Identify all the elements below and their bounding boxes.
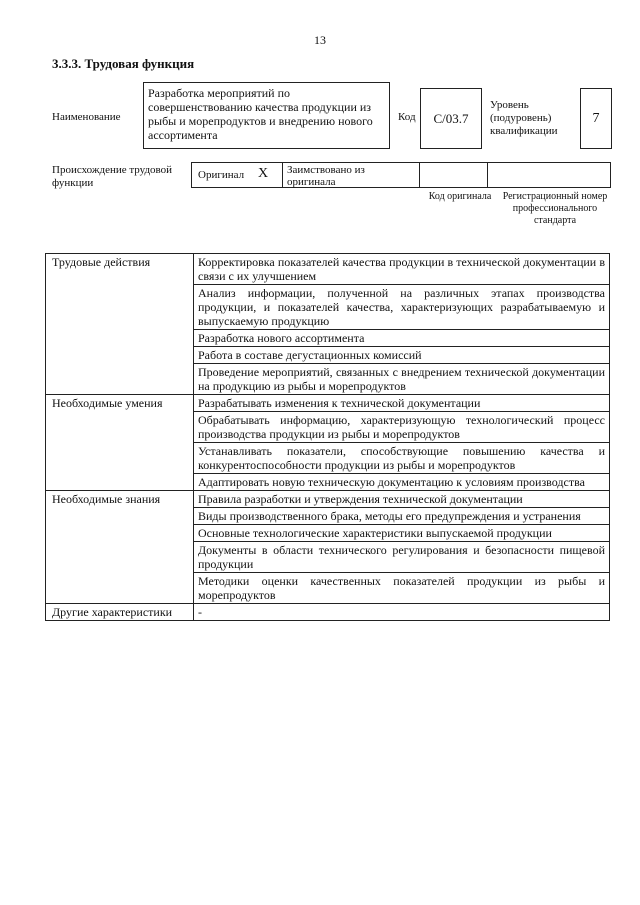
category-cell: Трудовые действия: [46, 254, 194, 395]
page-number: 13: [314, 33, 326, 47]
original-label: Оригинал: [198, 169, 245, 181]
origin-row: [191, 162, 611, 188]
table-row: [46, 254, 610, 285]
name-label: Наименование: [52, 111, 121, 123]
reg-number-cell: [487, 162, 611, 188]
function-name-value: Разработка мероприятий по совершенствованию качества продукции из рыбы и морепродуктов и внедрению нового ассортимента: [143, 82, 390, 149]
reg-number-label: Регистрационный номер профессионального стандарта: [502, 191, 608, 226]
item-cell: Адаптировать новую техническую документацию к условиям производства: [194, 474, 610, 491]
item-cell: Устанавливать показатели, способствующие повышению качества и конкурентоспособности продукции из рыбы и морепродуктов: [194, 443, 610, 474]
category-cell: Необходимые знания: [46, 491, 194, 604]
original-cell: [191, 162, 283, 188]
qualification-level-value: 7: [580, 88, 612, 149]
code-original-cell: [419, 162, 488, 188]
borrowed-cell: [282, 162, 420, 188]
table-row: [46, 491, 610, 508]
function-details-table: [45, 253, 610, 621]
item-cell: Правила разработки и утверждения технической документации: [194, 491, 610, 508]
item-cell: Анализ информации, полученной на различных этапах производства продукции, и показателей качества, характеризующих разрабатываемую и выпускаемую продукцию: [194, 285, 610, 330]
category-cell: Другие характеристики: [46, 604, 194, 621]
origin-label: Происхождение трудовой функции: [52, 164, 173, 189]
borrowed-label: Заимствовано из оригинала: [287, 164, 365, 188]
code-original-label: Код оригинала: [428, 191, 492, 202]
item-cell: Разработка нового ассортимента: [194, 330, 610, 347]
code-value: C/03.7: [420, 88, 482, 149]
category-cell: Необходимые умения: [46, 395, 194, 491]
qualification-level-label: Уровень (подуровень) квалификации: [490, 99, 558, 137]
item-cell: Корректировка показателей качества продукции в технической документации в связи с их улучшением: [194, 254, 610, 285]
table-row: [46, 604, 610, 621]
item-cell: -: [194, 604, 610, 621]
item-cell: Основные технологические характеристики выпускаемой продукции: [194, 525, 610, 542]
item-cell: Работа в составе дегустационных комиссий: [194, 347, 610, 364]
item-cell: Проведение мероприятий, связанных с внедрением технической документации на продукцию из рыбы и морепродуктов: [194, 364, 610, 395]
item-cell: Методики оценки качественных показателей продукции из рыбы и морепродуктов: [194, 573, 610, 604]
code-label: Код: [398, 111, 416, 123]
section-title: 3.3.3. Трудовая функция: [52, 56, 195, 71]
original-mark: X: [258, 166, 269, 181]
item-cell: Обрабатывать информацию, характеризующую технологический процесс производства продукции из рыбы и морепродуктов: [194, 412, 610, 443]
item-cell: Документы в области технического регулирования и безопасности пищевой продукции: [194, 542, 610, 573]
table-row: [46, 395, 610, 412]
item-cell: Виды производственного брака, методы его предупреждения и устранения: [194, 508, 610, 525]
item-cell: Разрабатывать изменения к технической документации: [194, 395, 610, 412]
